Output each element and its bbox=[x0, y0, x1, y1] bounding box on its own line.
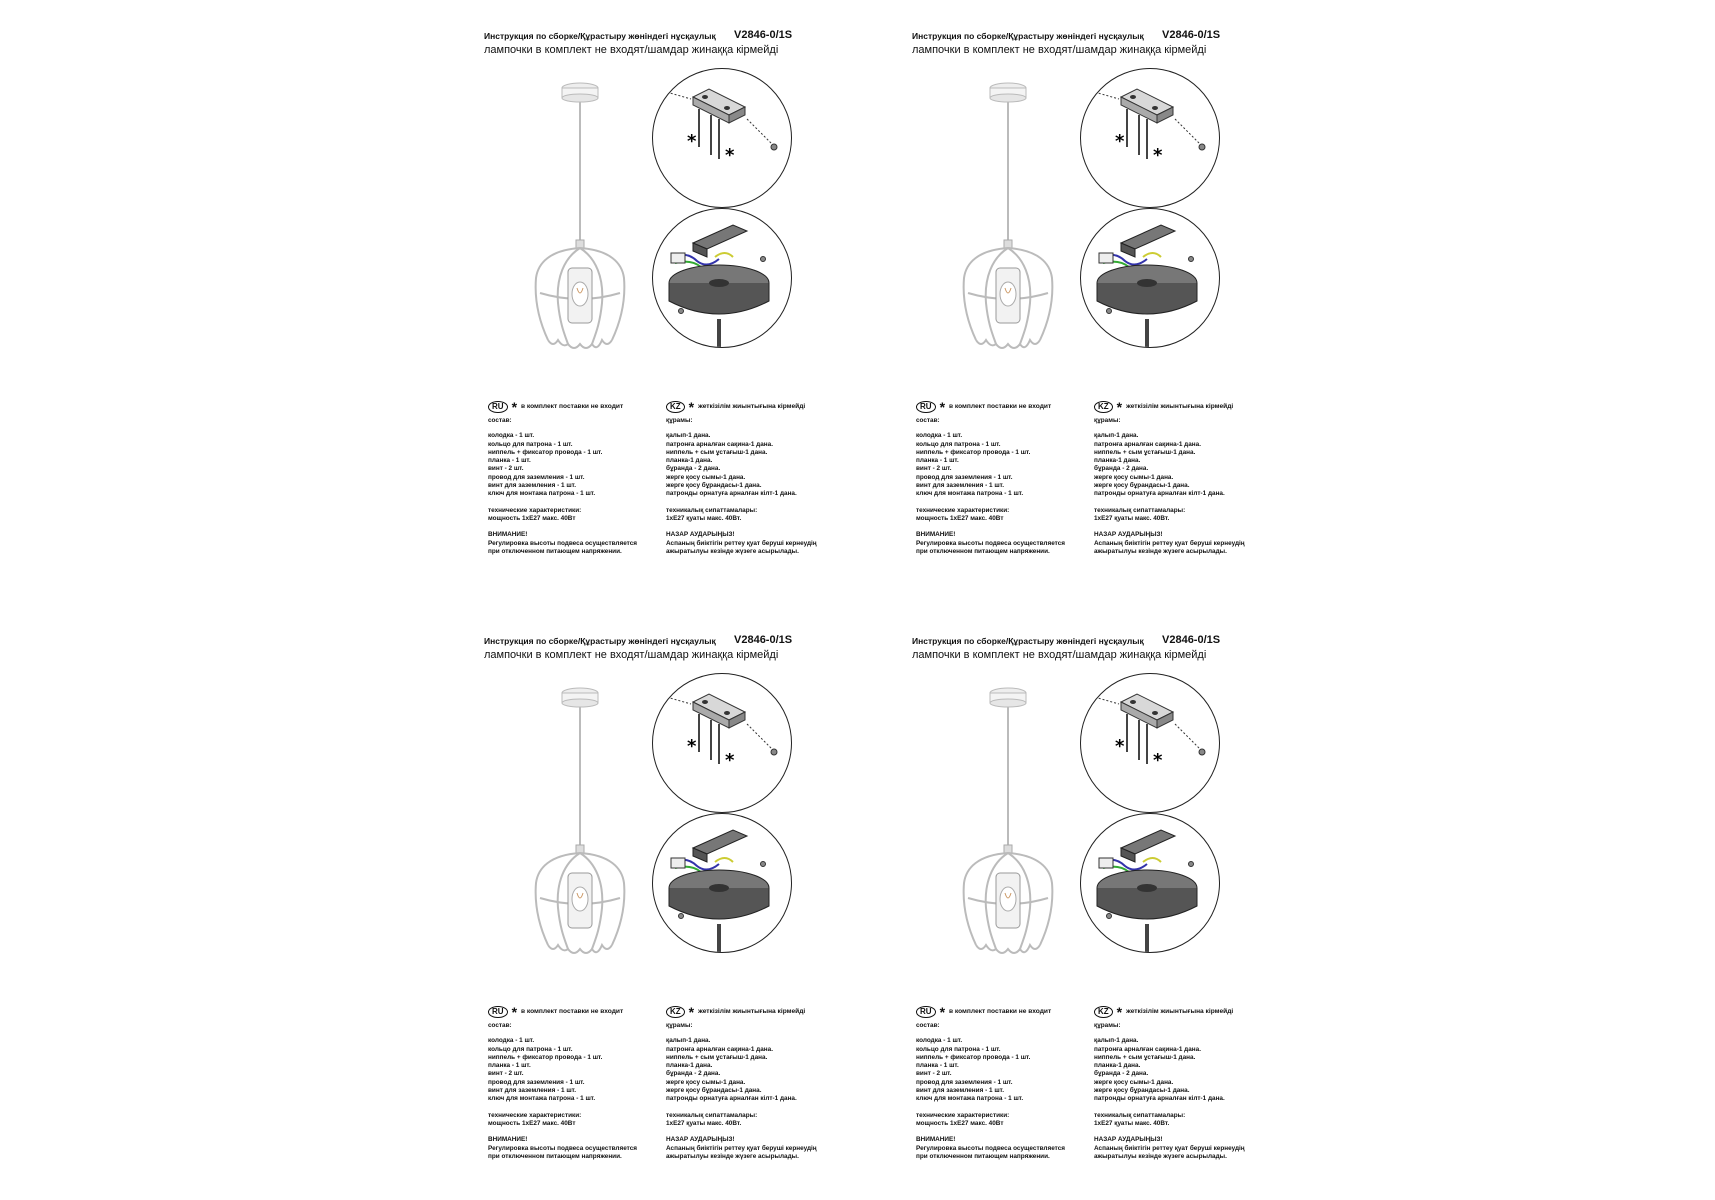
ru-warning-line: при отключенном питающем напряжении. bbox=[916, 1152, 1050, 1160]
list-item: планка - 1 шт. bbox=[916, 457, 959, 465]
ru-composition-label: состав: bbox=[916, 417, 940, 424]
ru-specs-value: мощность 1хE27 макс. 40Вт bbox=[916, 514, 1004, 522]
list-item: бұранда - 2 дана. bbox=[666, 465, 721, 473]
ru-warning-line: при отключенном питающем напряжении. bbox=[916, 547, 1050, 555]
kz-flag-badge: KZ bbox=[666, 1006, 685, 1018]
list-item: патронға арналған сақина-1 дана. bbox=[666, 440, 773, 448]
list-item: провод для заземления - 1 шт. bbox=[488, 1078, 585, 1086]
list-item: колодка - 1 шт. bbox=[916, 432, 963, 440]
not-included-star-1: * bbox=[1115, 736, 1125, 757]
kz-composition-label: құрамы: bbox=[1094, 1022, 1121, 1029]
wiring-canopy-diagram bbox=[1080, 813, 1220, 953]
kz-section bbox=[1094, 1005, 1274, 1161]
model-number: V2846-0/1S bbox=[734, 29, 793, 41]
mounting-bracket-diagram bbox=[652, 673, 792, 813]
kz-flag-badge: KZ bbox=[1094, 1006, 1113, 1018]
kz-warning-line: ажыратылуы кезінде жүзеге асырылады. bbox=[1094, 547, 1227, 555]
list-item: планка - 1 шт. bbox=[488, 1062, 531, 1070]
list-item: планка-1 дана. bbox=[666, 1062, 713, 1070]
ru-items-list bbox=[488, 432, 668, 498]
kz-composition-label: құрамы: bbox=[666, 1022, 693, 1029]
ru-warning-line: при отключенном питающем напряжении. bbox=[488, 547, 622, 555]
sheet-title: Инструкция по сборке/Құрастыру жөніндегі нұсқаулық bbox=[912, 31, 1144, 41]
ru-specs-value: мощность 1хE27 макс. 40Вт bbox=[916, 1119, 1004, 1127]
ru-flag-badge: RU bbox=[916, 1006, 936, 1018]
ru-warning-label: ВНИМАНИЕ! bbox=[916, 1136, 956, 1144]
list-item: кольцо для патрона - 1 шт. bbox=[916, 440, 1001, 448]
list-item: винт для заземления - 1 шт. bbox=[488, 1087, 576, 1095]
list-item: ключ для монтажа патрона - 1 шт. bbox=[488, 1095, 596, 1103]
kz-items-list bbox=[1094, 1037, 1274, 1103]
kz-specs-value: 1хE27 қуаты макс. 40Вт. bbox=[666, 514, 742, 522]
ru-section bbox=[916, 400, 1096, 556]
model-number: V2846-0/1S bbox=[1162, 634, 1221, 646]
list-item: ниппель + сым ұстағыш-1 дана. bbox=[666, 1053, 768, 1061]
ru-star-icon: * bbox=[939, 1004, 946, 1020]
kz-flag-badge: KZ bbox=[1094, 401, 1113, 413]
ru-composition-label: состав: bbox=[488, 1022, 512, 1029]
ru-not-included-note: в комплект поставки не входит bbox=[521, 1007, 624, 1015]
list-item: қалып-1 дана. bbox=[1094, 1037, 1139, 1045]
ru-specs-value: мощность 1хE27 макс. 40Вт bbox=[488, 1119, 576, 1127]
sheet-subtitle: лампочки в комплект не входят/шамдар жинаққа кірмейді bbox=[912, 649, 1207, 661]
sheet-subtitle: лампочки в комплект не входят/шамдар жинаққа кірмейді bbox=[912, 44, 1207, 56]
instruction-sheet bbox=[898, 0, 1298, 560]
sheet-subtitle: лампочки в комплект не входят/шамдар жинаққа кірмейді bbox=[484, 44, 779, 56]
kz-items-list bbox=[666, 1037, 846, 1103]
ru-section bbox=[916, 1005, 1096, 1161]
ru-items-list bbox=[488, 1037, 668, 1103]
kz-not-included-note: жеткізілім жиынтығына кірмейді bbox=[1126, 1007, 1234, 1015]
list-item: патронды орнатуға арналған кілт-1 дана. bbox=[1094, 1095, 1225, 1103]
kz-warning-line: Аспаның биіктігін реттеу қуат беруші кернеудің bbox=[666, 539, 817, 547]
list-item: винт - 2 шт. bbox=[488, 1070, 524, 1078]
list-item: жерге қосу бұрандасы-1 дана. bbox=[666, 1087, 762, 1095]
list-item: ключ для монтажа патрона - 1 шт. bbox=[916, 1095, 1024, 1103]
list-item: жерге қосу сымы-1 дана. bbox=[666, 473, 746, 481]
ru-specs-label: технические характеристики: bbox=[488, 1111, 582, 1119]
kz-not-included-note: жеткізілім жиынтығына кірмейді bbox=[698, 1007, 806, 1015]
list-item: кольцо для патрона - 1 шт. bbox=[488, 440, 573, 448]
list-item: бұранда - 2 дана. bbox=[666, 1070, 721, 1078]
ru-star-icon: * bbox=[511, 1004, 518, 1020]
ru-warning-line: Регулировка высоты подвеса осуществляется bbox=[488, 1144, 638, 1152]
wiring-canopy-diagram bbox=[652, 208, 792, 348]
ru-section bbox=[488, 400, 668, 556]
sheet-title: Инструкция по сборке/Құрастыру жөніндегі нұсқаулық bbox=[484, 636, 716, 646]
kz-warning-line: Аспаның биіктігін реттеу қуат беруші кернеудің bbox=[666, 1144, 817, 1152]
list-item: провод для заземления - 1 шт. bbox=[916, 473, 1013, 481]
list-item: бұранда - 2 дана. bbox=[1094, 1070, 1149, 1078]
sheet-title: Инструкция по сборке/Құрастыру жөніндегі нұсқаулық bbox=[484, 31, 716, 41]
kz-section bbox=[1094, 400, 1274, 556]
list-item: ниппель + сым ұстағыш-1 дана. bbox=[666, 448, 768, 456]
ru-warning-line: Регулировка высоты подвеса осуществляется bbox=[488, 539, 638, 547]
list-item: патронды орнатуға арналған кілт-1 дана. bbox=[1094, 490, 1225, 498]
wiring-canopy-diagram bbox=[1080, 208, 1220, 348]
kz-star-icon: * bbox=[1116, 399, 1123, 415]
list-item: планка-1 дана. bbox=[1094, 1062, 1141, 1070]
pendant-lamp-illustration bbox=[520, 683, 640, 963]
list-item: жерге қосу сымы-1 дана. bbox=[1094, 473, 1174, 481]
list-item: кольцо для патрона - 1 шт. bbox=[916, 1045, 1001, 1053]
ru-flag-badge: RU bbox=[916, 401, 936, 413]
ru-star-icon: * bbox=[511, 399, 518, 415]
kz-warning-line: Аспаның биіктігін реттеу қуат беруші кернеудің bbox=[1094, 1144, 1245, 1152]
list-item: винт - 2 шт. bbox=[488, 465, 524, 473]
list-item: ниппель + сым ұстағыш-1 дана. bbox=[1094, 1053, 1196, 1061]
kz-specs-label: техникалық сипаттамалары: bbox=[666, 1111, 758, 1119]
list-item: бұранда - 2 дана. bbox=[1094, 465, 1149, 473]
ru-star-icon: * bbox=[939, 399, 946, 415]
kz-specs-value: 1хE27 қуаты макс. 40Вт. bbox=[666, 1119, 742, 1127]
ru-flag-badge: RU bbox=[488, 401, 508, 413]
ru-warning-line: Регулировка высоты подвеса осуществляется bbox=[916, 1144, 1066, 1152]
list-item: патронға арналған сақина-1 дана. bbox=[1094, 440, 1201, 448]
kz-not-included-note: жеткізілім жиынтығына кірмейді bbox=[1126, 402, 1234, 410]
list-item: жерге қосу бұрандасы-1 дана. bbox=[1094, 1087, 1190, 1095]
list-item: ключ для монтажа патрона - 1 шт. bbox=[488, 490, 596, 498]
kz-items-list bbox=[666, 432, 846, 498]
list-item: планка-1 дана. bbox=[1094, 457, 1141, 465]
list-item: колодка - 1 шт. bbox=[488, 1037, 535, 1045]
ru-items-list bbox=[916, 432, 1096, 498]
list-item: ниппель + фиксатор провода - 1 шт. bbox=[916, 448, 1031, 456]
list-item: жерге қосу бұрандасы-1 дана. bbox=[1094, 482, 1190, 490]
instruction-sheet bbox=[898, 605, 1298, 1165]
ru-specs-value: мощность 1хE27 макс. 40Вт bbox=[488, 514, 576, 522]
list-item: ключ для монтажа патрона - 1 шт. bbox=[916, 490, 1024, 498]
list-item: провод для заземления - 1 шт. bbox=[488, 473, 585, 481]
list-item: планка - 1 шт. bbox=[916, 1062, 959, 1070]
sheet-subtitle: лампочки в комплект не входят/шамдар жинаққа кірмейді bbox=[484, 649, 779, 661]
ru-warning-line: при отключенном питающем напряжении. bbox=[488, 1152, 622, 1160]
list-item: ниппель + фиксатор провода - 1 шт. bbox=[488, 1053, 603, 1061]
kz-items-list bbox=[1094, 432, 1274, 498]
not-included-star-2: * bbox=[1153, 145, 1163, 166]
ru-composition-label: состав: bbox=[916, 1022, 940, 1029]
kz-warning-line: ажыратылуы кезінде жүзеге асырылады. bbox=[666, 547, 799, 555]
ru-specs-label: технические характеристики: bbox=[916, 1111, 1010, 1119]
ru-section bbox=[488, 1005, 668, 1161]
list-item: қалып-1 дана. bbox=[1094, 432, 1139, 440]
list-item: ниппель + фиксатор провода - 1 шт. bbox=[916, 1053, 1031, 1061]
kz-section bbox=[666, 1005, 846, 1161]
kz-not-included-note: жеткізілім жиынтығына кірмейді bbox=[698, 402, 806, 410]
list-item: ниппель + фиксатор провода - 1 шт. bbox=[488, 448, 603, 456]
list-item: қалып-1 дана. bbox=[666, 1037, 711, 1045]
sheet-title: Инструкция по сборке/Құрастыру жөніндегі нұсқаулық bbox=[912, 636, 1144, 646]
kz-star-icon: * bbox=[1116, 1004, 1123, 1020]
kz-warning-label: НАЗАР АУДАРЫҢЫЗ! bbox=[1094, 1136, 1163, 1144]
list-item: винт - 2 шт. bbox=[916, 1070, 952, 1078]
pendant-lamp-illustration bbox=[520, 78, 640, 358]
kz-warning-line: ажыратылуы кезінде жүзеге асырылады. bbox=[1094, 1152, 1227, 1160]
ru-specs-label: технические характеристики: bbox=[916, 506, 1010, 514]
list-item: жерге қосу бұрандасы-1 дана. bbox=[666, 482, 762, 490]
kz-specs-value: 1хE27 қуаты макс. 40Вт. bbox=[1094, 1119, 1170, 1127]
not-included-star-1: * bbox=[687, 131, 697, 152]
list-item: патронды орнатуға арналған кілт-1 дана. bbox=[666, 1095, 797, 1103]
kz-warning-line: ажыратылуы кезінде жүзеге асырылады. bbox=[666, 1152, 799, 1160]
list-item: колодка - 1 шт. bbox=[916, 1037, 963, 1045]
list-item: винт для заземления - 1 шт. bbox=[916, 482, 1004, 490]
mounting-bracket-diagram bbox=[1080, 673, 1220, 813]
list-item: колодка - 1 шт. bbox=[488, 432, 535, 440]
list-item: патронды орнатуға арналған кілт-1 дана. bbox=[666, 490, 797, 498]
list-item: патронға арналған сақина-1 дана. bbox=[1094, 1045, 1201, 1053]
kz-star-icon: * bbox=[688, 1004, 695, 1020]
kz-specs-label: техникалық сипаттамалары: bbox=[666, 506, 758, 514]
kz-warning-line: Аспаның биіктігін реттеу қуат беруші кернеудің bbox=[1094, 539, 1245, 547]
kz-specs-label: техникалық сипаттамалары: bbox=[1094, 1111, 1186, 1119]
list-item: провод для заземления - 1 шт. bbox=[916, 1078, 1013, 1086]
list-item: винт для заземления - 1 шт. bbox=[916, 1087, 1004, 1095]
kz-specs-value: 1хE27 қуаты макс. 40Вт. bbox=[1094, 514, 1170, 522]
mounting-bracket-diagram bbox=[652, 68, 792, 208]
not-included-star-2: * bbox=[725, 145, 735, 166]
ru-warning-label: ВНИМАНИЕ! bbox=[916, 531, 956, 539]
kz-warning-label: НАЗАР АУДАРЫҢЫЗ! bbox=[666, 531, 735, 539]
ru-not-included-note: в комплект поставки не входит bbox=[949, 402, 1052, 410]
list-item: винт - 2 шт. bbox=[916, 465, 952, 473]
ru-not-included-note: в комплект поставки не входит bbox=[521, 402, 624, 410]
model-number: V2846-0/1S bbox=[734, 634, 793, 646]
list-item: планка - 1 шт. bbox=[488, 457, 531, 465]
list-item: кольцо для патрона - 1 шт. bbox=[488, 1045, 573, 1053]
ru-not-included-note: в комплект поставки не входит bbox=[949, 1007, 1052, 1015]
kz-section bbox=[666, 400, 846, 556]
pendant-lamp-illustration bbox=[948, 78, 1068, 358]
model-number: V2846-0/1S bbox=[1162, 29, 1221, 41]
wiring-canopy-diagram bbox=[652, 813, 792, 953]
ru-warning-line: Регулировка высоты подвеса осуществляется bbox=[916, 539, 1066, 547]
ru-warning-label: ВНИМАНИЕ! bbox=[488, 1136, 528, 1144]
list-item: қалып-1 дана. bbox=[666, 432, 711, 440]
ru-warning-label: ВНИМАНИЕ! bbox=[488, 531, 528, 539]
ru-specs-label: технические характеристики: bbox=[488, 506, 582, 514]
pendant-lamp-illustration bbox=[948, 683, 1068, 963]
not-included-star-2: * bbox=[725, 750, 735, 771]
ru-composition-label: состав: bbox=[488, 417, 512, 424]
list-item: патронға арналған сақина-1 дана. bbox=[666, 1045, 773, 1053]
ru-flag-badge: RU bbox=[488, 1006, 508, 1018]
kz-specs-label: техникалық сипаттамалары: bbox=[1094, 506, 1186, 514]
kz-warning-label: НАЗАР АУДАРЫҢЫЗ! bbox=[1094, 531, 1163, 539]
mounting-bracket-diagram bbox=[1080, 68, 1220, 208]
kz-composition-label: құрамы: bbox=[666, 417, 693, 424]
kz-warning-label: НАЗАР АУДАРЫҢЫЗ! bbox=[666, 1136, 735, 1144]
list-item: жерге қосу сымы-1 дана. bbox=[1094, 1078, 1174, 1086]
not-included-star-1: * bbox=[1115, 131, 1125, 152]
instruction-sheet bbox=[470, 0, 870, 560]
not-included-star-2: * bbox=[1153, 750, 1163, 771]
list-item: жерге қосу сымы-1 дана. bbox=[666, 1078, 746, 1086]
list-item: ниппель + сым ұстағыш-1 дана. bbox=[1094, 448, 1196, 456]
ru-items-list bbox=[916, 1037, 1096, 1103]
kz-composition-label: құрамы: bbox=[1094, 417, 1121, 424]
list-item: планка-1 дана. bbox=[666, 457, 713, 465]
kz-star-icon: * bbox=[688, 399, 695, 415]
instruction-sheet bbox=[470, 605, 870, 1165]
list-item: винт для заземления - 1 шт. bbox=[488, 482, 576, 490]
kz-flag-badge: KZ bbox=[666, 401, 685, 413]
not-included-star-1: * bbox=[687, 736, 697, 757]
